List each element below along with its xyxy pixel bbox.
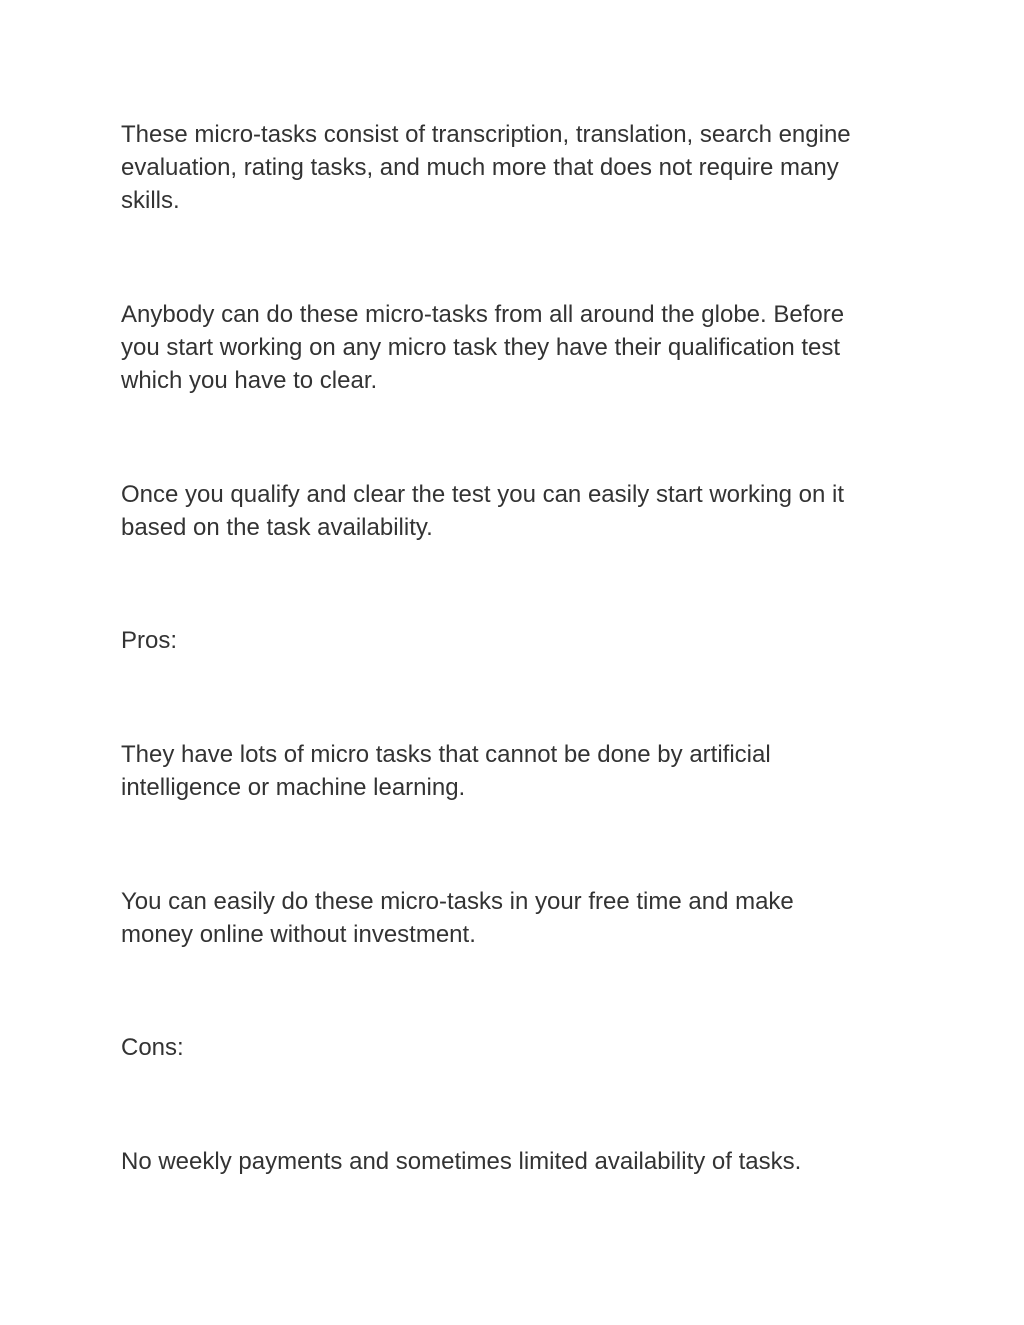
cons-item-payments: No weekly payments and sometimes limited availability of tasks.: [121, 1148, 802, 1175]
paragraph-micro-tasks-description: These micro-tasks consist of transcription, translation, search engine evaluation, rating tasks, and much more that does not require many skills.: [121, 121, 851, 214]
paragraph-qualification-test: Anybody can do these micro-tasks from all around the globe. Before you start working on any micro task they have their qualification test which you have to clear.: [121, 301, 845, 394]
pros-heading: Pros:: [121, 627, 178, 654]
cons-heading: Cons:: [121, 1034, 184, 1061]
pros-item-ai: They have lots of micro tasks that cannot be done by artificial intelligence or machine learning.: [121, 741, 771, 801]
paragraph-task-availability: Once you qualify and clear the test you can easily start working on it based on the task availability.: [121, 481, 845, 541]
pros-item-free-time: You can easily do these micro-tasks in your free time and make money online without investment.: [121, 888, 794, 948]
